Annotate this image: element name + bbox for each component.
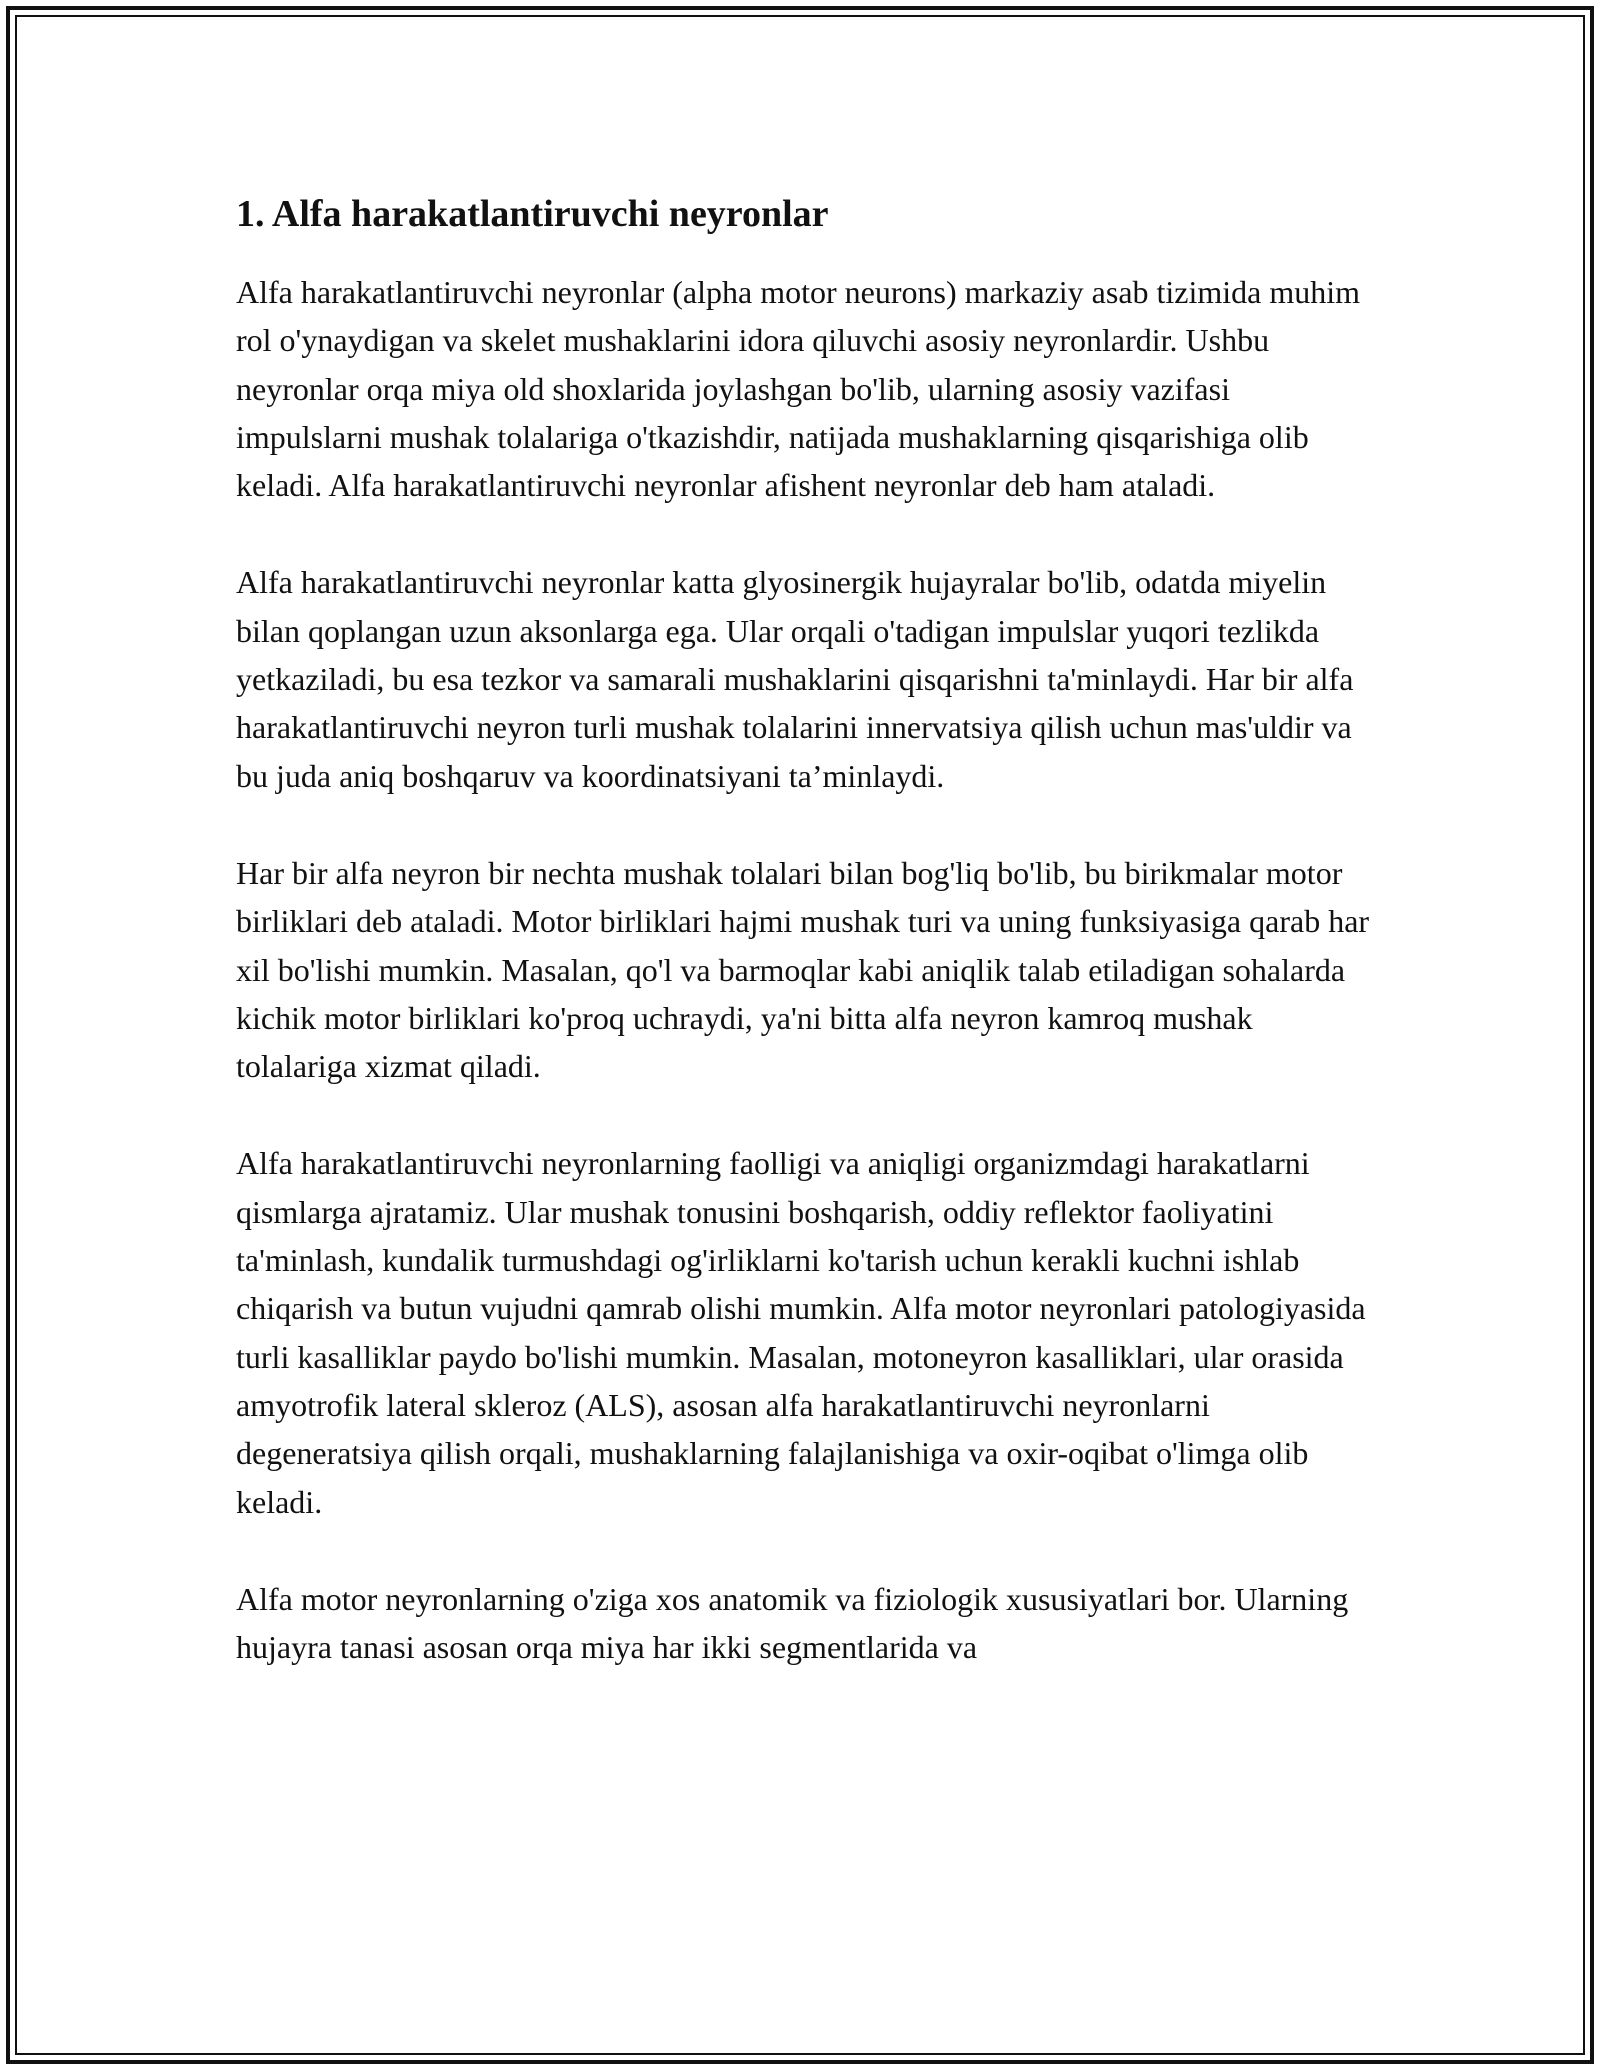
section-heading: 1. Alfa harakatlantiruvchi neyronlar (236, 193, 829, 235)
paragraph-5: Alfa motor neyronlarning o'ziga xos anatomik va fiziologik xususiyatlari bor. Ularning hujayra tanasi asosan orqa miya har ikki segmentlarida va (236, 1580, 1349, 1666)
paragraph-4: Alfa harakatlantiruvchi neyronlarning faolligi va aniqligi organizmdagi harakatlarni qismlarga ajratamiz. Ular mushak tonusini boshqarish, oddiy reflektor faoliyatini ta'minlash, kundalik turmushdagi og'irliklarni ko'tarish uchun kerakli kuchni ishlab chiqarish va butun vujudni qamrab olishi mumkin. Alfa motor neyronlari patologiyasida turli kasalliklar paydo bo'lishi mumkin. Masalan, motoneyron kasalliklari, ular orasida amyotrofik lateral skleroz (ALS), asosan alfa harakatlantiruvchi neyronlarni degeneratsiya qilish orqali, mushaklarning falajlanishiga va oxir-oqibat o'limga olib keladi. (236, 1145, 1366, 1520)
document-body (236, 184, 1376, 1720)
paragraph-2: Alfa harakatlantiruvchi neyronlar katta glyosinergik hujayralar bo'lib, odatda miyelin bilan qoplangan uzun aksonlarga ega. Ular orqali o'tadigan impulslar yuqori tezlikda yetkaziladi, bu esa tezkor va samarali mushaklarini qisqarishni ta'minlaydi. Har bir alfa harakatlantiruvchi neyron turli mushak tolalarini innervatsiya qilish uchun mas'uldir va bu juda aniq boshqaruv va koordinatsiyani ta’minlaydi. (236, 564, 1354, 794)
paragraph-1: Alfa harakatlantiruvchi neyronlar (alpha motor neurons) markaziy asab tizimida muhim rol o'ynaydigan va skelet mushaklarini idora qiluvchi asosiy neyronlardir. Ushbu neyronlar orqa miya old shoxlarida joylashgan bo'lib, ularning asosiy vazifasi impulslarni mushak tolalariga o'tkazishdir, natijada mushaklarning qisqarishiga olib keladi. Alfa harakatlantiruvchi neyronlar afishent neyronlar deb ham ataladi. (236, 274, 1361, 504)
paragraph-3: Har bir alfa neyron bir nechta mushak tolalari bilan bog'liq bo'lib, bu birikmalar motor birliklari deb ataladi. Motor birliklari hajmi mushak turi va uning funksiyasiga qarab har xil bo'lishi mumkin. Masalan, qo'l va barmoqlar kabi aniqlik talab etiladigan sohalarda kichik motor birliklari ko'proq uchraydi, ya'ni bitta alfa neyron kamroq mushak tolalariga xizmat qiladi. (236, 854, 1370, 1085)
